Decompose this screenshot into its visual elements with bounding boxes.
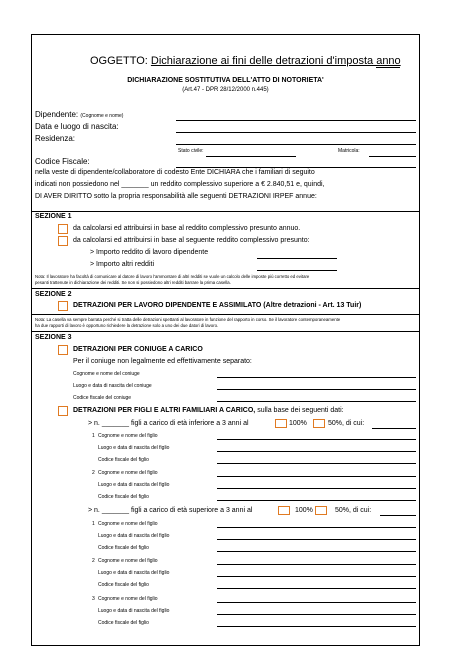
figlio-over3-3-nome-field[interactable]	[217, 602, 416, 603]
under3-100-checkbox[interactable]	[275, 419, 287, 428]
figlio-over3-2-cf-label: Codice fiscale del figlio	[98, 582, 149, 588]
figli-over3-line: > n. _______ figli a carico di età superiore a 3 anni al	[88, 507, 253, 514]
data-luogo-label: Data e luogo di nascita:	[35, 122, 119, 131]
declaration-line1: nella veste di dipendente/collaboratore di codesto Ente DICHIARA che i familiari di seguito	[35, 169, 315, 176]
coniuge-cf-field[interactable]	[217, 401, 416, 402]
matricola-field[interactable]	[369, 156, 416, 157]
figlio-over3-2-nome-label: Cognome e nome del figlio	[98, 558, 158, 564]
anno-field-line[interactable]	[376, 67, 400, 68]
figlio-under3-1-nome-label: Cognome e nome del figlio	[98, 433, 158, 439]
coniuge-luogo-field[interactable]	[217, 389, 416, 390]
figlio-under3-1-num: 1	[92, 433, 95, 439]
figli-under3-line: > n. _______ figli a carico di età inferiore a 3 anni al	[88, 420, 249, 427]
coniuge-title: DETRAZIONI PER CONIUGE A CARICO	[73, 346, 203, 353]
figlio-over3-1-luogo-field[interactable]	[217, 539, 416, 540]
sezione1-option1-checkbox[interactable]	[58, 224, 68, 234]
figlio-over3-1-cf-field[interactable]	[217, 551, 416, 552]
dipendente-hint: (Cognome e nome)	[80, 113, 124, 119]
figlio-over3-3-num: 3	[92, 596, 95, 602]
matricola-label: Matricola:	[338, 148, 360, 154]
figlio-over3-3-cf-field[interactable]	[217, 626, 416, 627]
figlio-under3-2-num: 2	[92, 470, 95, 476]
sezione2-note-line2: ha due rapporti di lavoro è opportuno richiedere la detrazione solo a uno dei due datori di lavoro.	[35, 323, 219, 328]
coniuge-nome-label: Cognome e nome del coniuge	[73, 371, 140, 377]
over3-50-label: 50%, di cui:	[335, 507, 372, 514]
divider	[32, 331, 419, 332]
sezione1-option2-label: da calcolarsi ed attribuirsi in base al seguente reddito complessivo presunto:	[73, 237, 310, 244]
law-reference: (Art.47 - DPR 28/12/2000 n.445)	[182, 87, 269, 93]
sezione1-option1-label: da calcolarsi ed attribuirsi in base al reddito complessivo presunto annuo.	[73, 225, 301, 232]
figlio-over3-1-nome-label: Cognome e nome del figlio	[98, 521, 158, 527]
residenza-label: Residenza:	[35, 134, 76, 143]
sezione1-title: SEZIONE 1	[35, 213, 72, 220]
over3-50-checkbox[interactable]	[315, 506, 327, 515]
coniuge-subtitle: Per il coniuge non legalmente ed effettivamente separato:	[73, 358, 252, 365]
figlio-under3-2-cf-label: Codice fiscale del figlio	[98, 494, 149, 500]
under3-date-field[interactable]	[372, 428, 416, 429]
sezione2-checkbox[interactable]	[58, 301, 68, 311]
stato-civile-label: Stato civile:	[178, 148, 204, 154]
sezione2-title: SEZIONE 2	[35, 291, 72, 298]
coniuge-nome-field[interactable]	[217, 377, 416, 378]
coniuge-luogo-label: Luogo e data di nascita del coniuge	[73, 383, 152, 389]
over3-date-field[interactable]	[380, 515, 416, 516]
figlio-over3-2-nome-field[interactable]	[217, 564, 416, 565]
figlio-under3-1-cf-label: Codice fiscale del figlio	[98, 457, 149, 463]
importo-altri-label: > Importo altri redditi	[90, 261, 154, 268]
figlio-over3-2-luogo-label: Luogo e data di nascita del figlio	[98, 570, 170, 576]
sezione2-note-line1: Nota: La casella va sempre barrata perché si tratta delle detrazioni spettanti al lavoratore in funzione del rapporto in corso. Se il lavoratore contemporaneamente	[35, 317, 341, 322]
divider	[32, 288, 419, 289]
figlio-over3-1-num: 1	[92, 521, 95, 527]
figlio-over3-3-nome-label: Cognome e nome del figlio	[98, 596, 158, 602]
dipendente-label: Dipendente: (Cognome e nome)	[35, 110, 124, 119]
figlio-under3-2-nome-label: Cognome e nome del figlio	[98, 470, 158, 476]
figlio-under3-1-luogo-label: Luogo e data di nascita del figlio	[98, 445, 170, 451]
codice-fiscale-field[interactable]	[176, 167, 416, 168]
divider	[32, 314, 419, 315]
importo-lavoro-label: > Importo reddito di lavoro dipendente	[90, 249, 209, 256]
sezione1-note-line2: pesanti trattenute in dichiarazione dei redditi. Se non si possiedono altri redditi barrare la prima casella.	[35, 280, 231, 285]
divider	[32, 211, 419, 212]
dipendente-field[interactable]	[176, 120, 416, 121]
figlio-over3-2-cf-field[interactable]	[217, 588, 416, 589]
figlio-under3-2-cf-field[interactable]	[217, 500, 416, 501]
figlio-under3-2-luogo-field[interactable]	[217, 488, 416, 489]
figlio-over3-3-luogo-field[interactable]	[217, 614, 416, 615]
figlio-under3-1-luogo-field[interactable]	[217, 451, 416, 452]
oggetto-label: OGGETTO:	[90, 55, 148, 67]
figlio-over3-1-cf-label: Codice fiscale del figlio	[98, 545, 149, 551]
sezione1-option2-checkbox[interactable]	[58, 236, 68, 246]
figli-checkbox[interactable]	[58, 406, 68, 416]
under3-50-checkbox[interactable]	[313, 419, 325, 428]
figlio-over3-2-num: 2	[92, 558, 95, 564]
figlio-over3-2-luogo-field[interactable]	[217, 576, 416, 577]
figlio-over3-3-luogo-label: Luogo e data di nascita del figlio	[98, 608, 170, 614]
oggetto-title: Dichiarazione ai fini delle detrazioni d'imposta anno	[150, 55, 401, 67]
figlio-over3-1-nome-field[interactable]	[217, 527, 416, 528]
under3-100-label: 100%	[289, 420, 307, 427]
subtitle: DICHIARAZIONE SOSTITUTIVA DELL'ATTO DI NOTORIETA'	[127, 77, 324, 84]
coniuge-checkbox[interactable]	[58, 345, 68, 355]
oggetto-header	[90, 55, 401, 67]
importo-lavoro-field[interactable]	[257, 258, 337, 259]
declaration-line3: DI AVER DIRITTO sotto la propria responsabilità alle seguenti DETRAZIONI IRPEF annue:	[35, 193, 317, 200]
figlio-over3-3-cf-label: Codice fiscale del figlio	[98, 620, 149, 626]
data-luogo-field[interactable]	[176, 132, 416, 133]
coniuge-cf-label: Codice fiscale del coniuge	[73, 395, 132, 401]
sezione3-title: SEZIONE 3	[35, 334, 72, 341]
declaration-line2: indicati non possiedono nel _______ un reddito complessivo superiore a € 2.840,51 e, quindi,	[35, 181, 325, 188]
importo-altri-field[interactable]	[257, 270, 337, 271]
figlio-under3-2-luogo-label: Luogo e data di nascita del figlio	[98, 482, 170, 488]
residenza-field[interactable]	[176, 144, 416, 145]
form-page	[31, 34, 420, 646]
figlio-under3-1-nome-field[interactable]	[217, 439, 416, 440]
codice-fiscale-label: Codice Fiscale:	[35, 157, 90, 166]
figli-title: DETRAZIONI PER FIGLI E ALTRI FAMILIARI A CARICO, sulla base dei seguenti dati:	[73, 407, 344, 414]
figlio-under3-1-cf-field[interactable]	[217, 463, 416, 464]
figlio-over3-1-luogo-label: Luogo e data di nascita del figlio	[98, 533, 170, 539]
over3-100-checkbox[interactable]	[278, 506, 290, 515]
figlio-under3-2-nome-field[interactable]	[217, 476, 416, 477]
sezione2-option-label: DETRAZIONI PER LAVORO DIPENDENTE E ASSIMILATO (Altre detrazioni - Art. 13 Tuir)	[73, 302, 362, 309]
under3-50-label: 50%, di cui:	[328, 420, 365, 427]
sezione1-note-line1: Nota: Il lavoratore ha facoltà di comunicare al datore di lavoro l'ammontare di altri redditi se vuole un calcolo delle imposte più corretto ed evitare	[35, 274, 310, 279]
stato-civile-field[interactable]	[206, 156, 296, 157]
over3-100-label: 100%	[295, 507, 313, 514]
